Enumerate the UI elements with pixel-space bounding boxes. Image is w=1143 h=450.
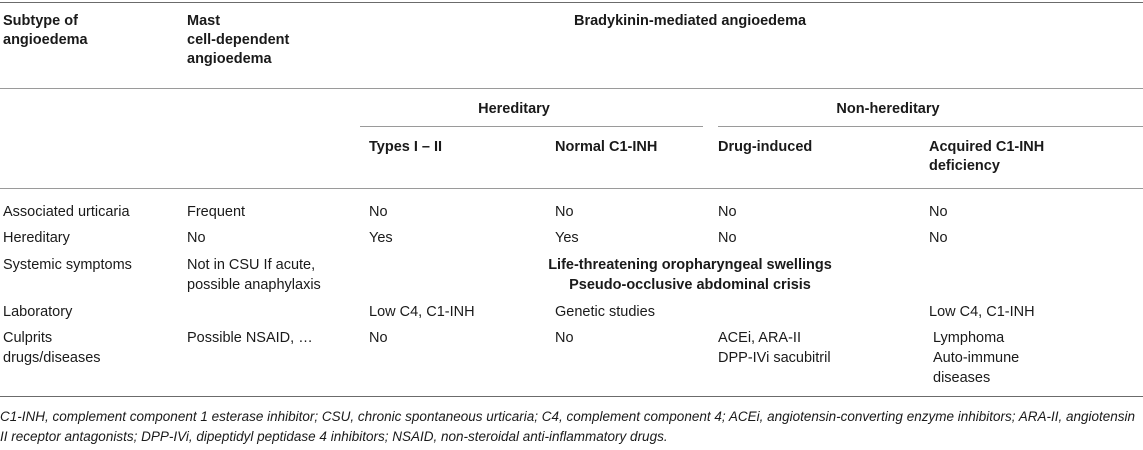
row-hereditary-drug: No (718, 230, 737, 246)
header-acquired-line-1: Acquired C1-INH (929, 139, 1045, 155)
header-rule-1 (0, 88, 1143, 89)
row-urticaria-mast: Frequent (187, 204, 246, 220)
row-culprits-types: No (369, 330, 388, 346)
header-acquired-line-2: deficiency (929, 158, 1000, 174)
row-culprits-acquired-line-1: Lymphoma (929, 330, 1005, 346)
header-mast-line-3: angioedema (187, 51, 272, 67)
row-hereditary-mast: No (187, 230, 206, 246)
header-hereditary: Hereditary (478, 101, 550, 117)
row-systemic-bradykinin-line-2: Pseudo-occlusive abdominal crisis (569, 277, 811, 293)
row-culprits-acquired-line-3: diseases (933, 370, 991, 386)
row-systemic-bradykinin-line-1: Life-threatening oropharyngeal swellings (548, 257, 832, 273)
row-culprits-mast: Possible NSAID, … (187, 330, 313, 346)
row-urticaria-types: No (369, 204, 388, 220)
header-types-i-ii: Types I – II (369, 139, 443, 155)
row-culprits-label-line-2: drugs/diseases (3, 350, 101, 366)
row-culprits-acquired-line-2: Auto-immune (933, 350, 1020, 366)
row-urticaria-acquired: No (929, 204, 948, 220)
row-hereditary-normal: Yes (555, 230, 579, 246)
header-bradykinin: Bradykinin-mediated angioedema (573, 13, 807, 29)
row-hereditary-acquired: No (929, 230, 948, 246)
row-laboratory-normal: Genetic studies (555, 304, 655, 320)
non-hereditary-underline (718, 126, 1143, 127)
header-subtype-line-1: Subtype of (3, 13, 78, 29)
row-culprits-drug-line-1: ACEi, ARA-II (718, 330, 801, 346)
row-laboratory-acquired: Low C4, C1-INH (929, 304, 1035, 320)
row-culprits-drug-line-2: DPP-IVi sacubitril (718, 350, 831, 366)
row-urticaria-normal: No (555, 204, 574, 220)
row-systemic-label: Systemic symptoms (3, 257, 132, 273)
row-laboratory-types: Low C4, C1-INH (369, 304, 475, 320)
table-footnote: C1-INH, complement component 1 esterase inhibitor; CSU, chronic spontaneous urticaria; C4, complement component 4; ACEi, angiotensin-converting enzyme inhibitors; ARA-II, angiotensin II receptor antagonists; DPP-IVi, dipeptidyl peptidase 4 inhibitors; NSAID, non-steroidal anti-inflammatory drugs. (0, 409, 1136, 444)
row-systemic-mast-line-2: possible anaphylaxis (187, 277, 321, 293)
header-non-hereditary: Non-hereditary (836, 101, 940, 117)
header-drug-induced: Drug-induced (718, 139, 813, 155)
header-mast-line-1: Mast (187, 13, 221, 29)
top-rule (0, 2, 1143, 3)
row-laboratory-label: Laboratory (3, 304, 73, 320)
bottom-rule (0, 396, 1143, 397)
row-hereditary-types: Yes (369, 230, 393, 246)
header-normal-c1inh: Normal C1-INH (555, 139, 658, 155)
header-subtype-line-2: angioedema (3, 32, 88, 48)
row-urticaria-drug: No (718, 204, 737, 220)
hereditary-underline (360, 126, 703, 127)
row-culprits-normal: No (555, 330, 574, 346)
row-culprits-label-line-1: Culprits (3, 330, 53, 346)
row-hereditary-label: Hereditary (3, 230, 70, 246)
row-urticaria-label: Associated urticaria (3, 204, 130, 220)
row-systemic-mast-line-1: Not in CSU If acute, (187, 257, 316, 273)
header-mast-line-2: cell-dependent (187, 32, 290, 48)
header-rule-2 (0, 188, 1143, 189)
